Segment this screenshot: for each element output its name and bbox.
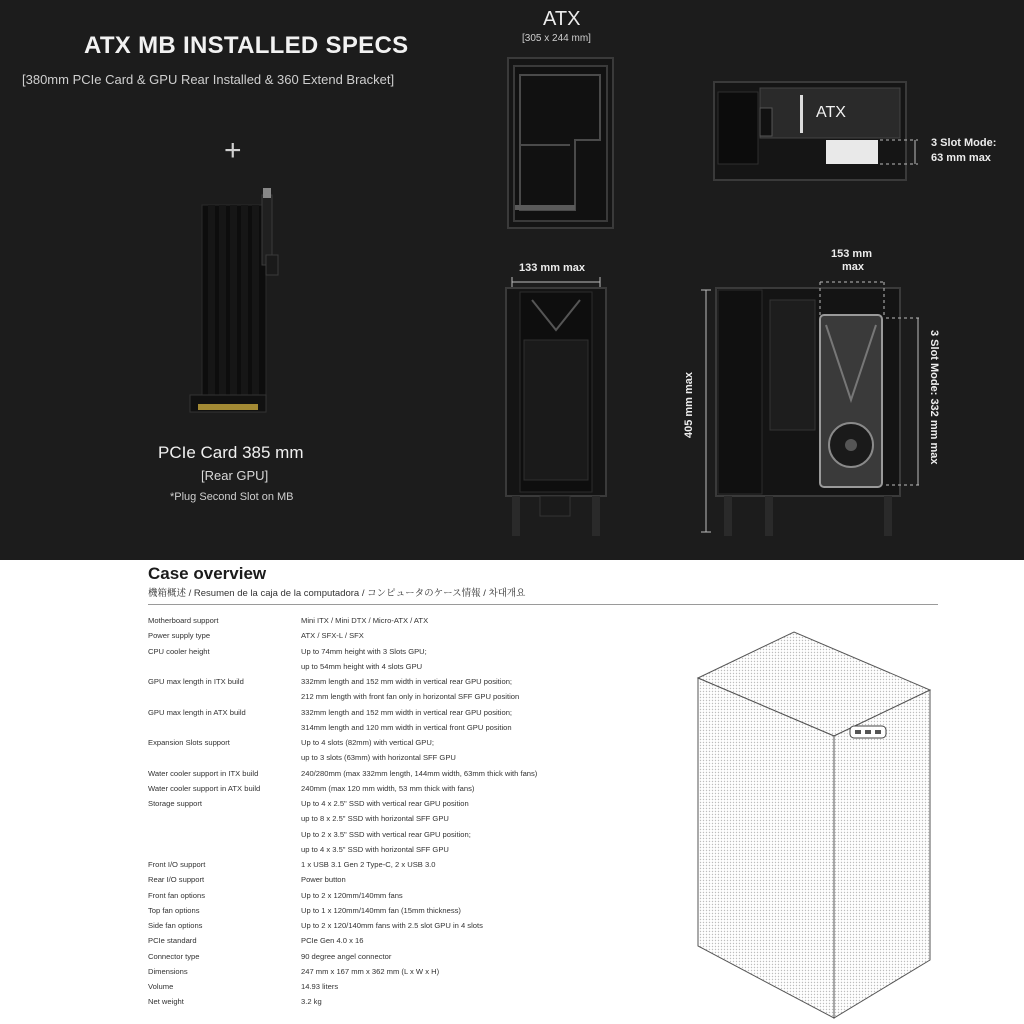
specs-subtitle: [380mm PCIe Card & GPU Rear Installed & 360 Extend Bracket] (22, 72, 395, 87)
spec-row (148, 842, 688, 857)
spec-value: up to 3 slots (63mm) with horizontal SFF GPU (301, 753, 456, 763)
pcie-card-title: PCIe Card 385 mm (158, 443, 304, 462)
spec-row (148, 766, 688, 781)
spec-value: 1 x USB 3.1 Gen 2 Type-C, 2 x USB 3.0 (301, 860, 436, 869)
spec-row (148, 979, 688, 994)
spec-row (148, 781, 688, 796)
spec-value: 314mm length and 120 mm width in vertical front GPU position (301, 722, 512, 732)
spec-row (148, 857, 688, 872)
spec-key: Front I/O support (148, 860, 206, 869)
spec-value: 90 degree angel connector (301, 951, 392, 961)
overview-subtitle: 機箱概述 / Resumen de la caja de la computadora / コンピュータのケース情報 / 차대개요 (148, 588, 526, 599)
spec-key: PCIe standard (148, 936, 197, 946)
case-front-view (506, 277, 606, 536)
spec-key: Water cooler support in ATX build (148, 783, 261, 793)
spec-value: PCIe Gen 4.0 x 16 (301, 936, 364, 946)
spec-key (148, 720, 301, 735)
spec-key: Dimensions (148, 966, 188, 976)
height-label: 405 mm max (683, 372, 695, 439)
front-io-ports (850, 726, 886, 738)
spec-row (148, 674, 688, 689)
atx-front-frame (508, 58, 613, 228)
spec-row (148, 964, 688, 979)
spec-key: Motherboard support (148, 616, 219, 625)
gpu-width-line1: 153 mm (831, 248, 872, 260)
atx-title: ATX (543, 8, 581, 30)
spec-row (148, 827, 688, 842)
case-overview-panel (0, 560, 1024, 1024)
atx-side-view (714, 82, 918, 180)
pcie-riser-cable (190, 188, 278, 412)
spec-value: 14.93 liters (301, 982, 339, 991)
spec-value: 247 mm x 167 mm x 362 mm (L x W x H) (301, 966, 440, 976)
spec-key: Front fan options (148, 890, 205, 900)
gpu-width-line2: max (842, 261, 865, 273)
spec-key: CPU cooler height (148, 646, 210, 656)
spec-row (148, 689, 688, 704)
spec-value: Up to 2 x 3.5" SSD with vertical rear GPU position; (301, 829, 471, 839)
spec-row (148, 750, 688, 765)
spec-value: Up to 74mm height with 3 Slots GPU; (301, 646, 427, 656)
spec-key: Volume (148, 982, 174, 991)
spec-value: 212 mm length with front fan only in horizontal SFF GPU position (301, 692, 520, 702)
spec-row (148, 735, 688, 750)
pcie-card-note: *Plug Second Slot on MB (170, 491, 294, 503)
spec-key: GPU max length in ITX build (148, 677, 244, 686)
spec-row (148, 720, 688, 735)
plus-sign: + (224, 134, 242, 167)
spec-row (148, 811, 688, 826)
overview-title: Case overview (148, 564, 267, 583)
spec-key: GPU max length in ATX build (148, 707, 246, 717)
spec-value: Power button (301, 875, 346, 885)
spec-key: Rear I/O support (148, 875, 205, 885)
overview-divider (148, 604, 938, 605)
spec-key (148, 811, 301, 826)
spec-key: Top fan options (148, 905, 200, 915)
spec-key (148, 659, 301, 674)
spec-value: Up to 2 x 120mm/140mm fans (301, 890, 403, 900)
spec-value: 332mm length and 152 mm width in vertical rear GPU position; (301, 677, 513, 686)
spec-key: Side fan options (148, 921, 203, 930)
spec-value: 332mm length and 152 mm width in vertical rear GPU position; (301, 707, 513, 717)
spec-key: Storage support (148, 799, 203, 808)
atx-dimensions: [305 x 244 mm] (522, 33, 591, 44)
spec-key (148, 827, 301, 842)
spec-value: Up to 2 x 120/140mm fans with 2.5 slot GPU in 4 slots (301, 921, 483, 930)
case-illustration (690, 630, 960, 1020)
spec-value: ATX / SFX-L / SFX (301, 631, 364, 641)
spec-table (148, 613, 688, 1010)
slot-mode-line1: 3 Slot Mode: (931, 137, 997, 149)
spec-row (148, 872, 688, 887)
spec-value: Up to 4 x 2.5" SSD with vertical rear GPU position (301, 799, 469, 808)
spec-row (148, 628, 688, 643)
spec-row (148, 903, 688, 918)
atx-side-label: ATX (816, 104, 846, 121)
spec-value: up to 4 x 3.5" SSD with horizontal SFF GPU (301, 844, 449, 854)
spec-value: Up to 4 slots (82mm) with vertical GPU; (301, 738, 434, 747)
spec-row (148, 796, 688, 811)
spec-key: Net weight (148, 997, 184, 1007)
spec-value: 3.2 kg (301, 997, 322, 1007)
slot-mode-line2: 63 mm max (931, 152, 991, 164)
spec-value: 240mm (max 120 mm width, 53 mm thick with fans) (301, 783, 475, 793)
spec-row (148, 705, 688, 720)
spec-row (148, 659, 688, 674)
spec-value: up to 54mm height with 4 slots GPU (301, 661, 423, 671)
pcie-card-sub: [Rear GPU] (201, 468, 269, 483)
specs-title: ATX MB INSTALLED SPECS (84, 32, 409, 59)
spec-row (148, 933, 688, 948)
spec-row (148, 918, 688, 933)
spec-row (148, 613, 688, 628)
spec-key: Connector type (148, 951, 200, 961)
spec-value: up to 8 x 2.5" SSD with horizontal SFF GPU (301, 814, 449, 824)
spec-key (148, 842, 301, 857)
spec-key: Water cooler support in ITX build (148, 768, 259, 778)
spec-key: Expansion Slots support (148, 738, 230, 747)
spec-row (148, 644, 688, 659)
spec-row (148, 994, 688, 1009)
front-width-label: 133 mm max (519, 262, 586, 274)
spec-value: Up to 1 x 120mm/140mm fan (15mm thickness) (301, 905, 461, 915)
spec-row (148, 949, 688, 964)
spec-key (148, 689, 301, 704)
spec-key: Power supply type (148, 631, 211, 641)
spec-key (148, 750, 301, 765)
spec-value: Mini ITX / Mini DTX / Micro-ATX / ATX (301, 616, 429, 625)
case-side-view (701, 282, 922, 536)
spec-value: 240/280mm (max 332mm length, 144mm width, 63mm thick with fans) (301, 768, 538, 778)
slot-mode-vertical-label: 3 Slot Mode: 332 mm max (928, 330, 940, 465)
spec-row (148, 888, 688, 903)
